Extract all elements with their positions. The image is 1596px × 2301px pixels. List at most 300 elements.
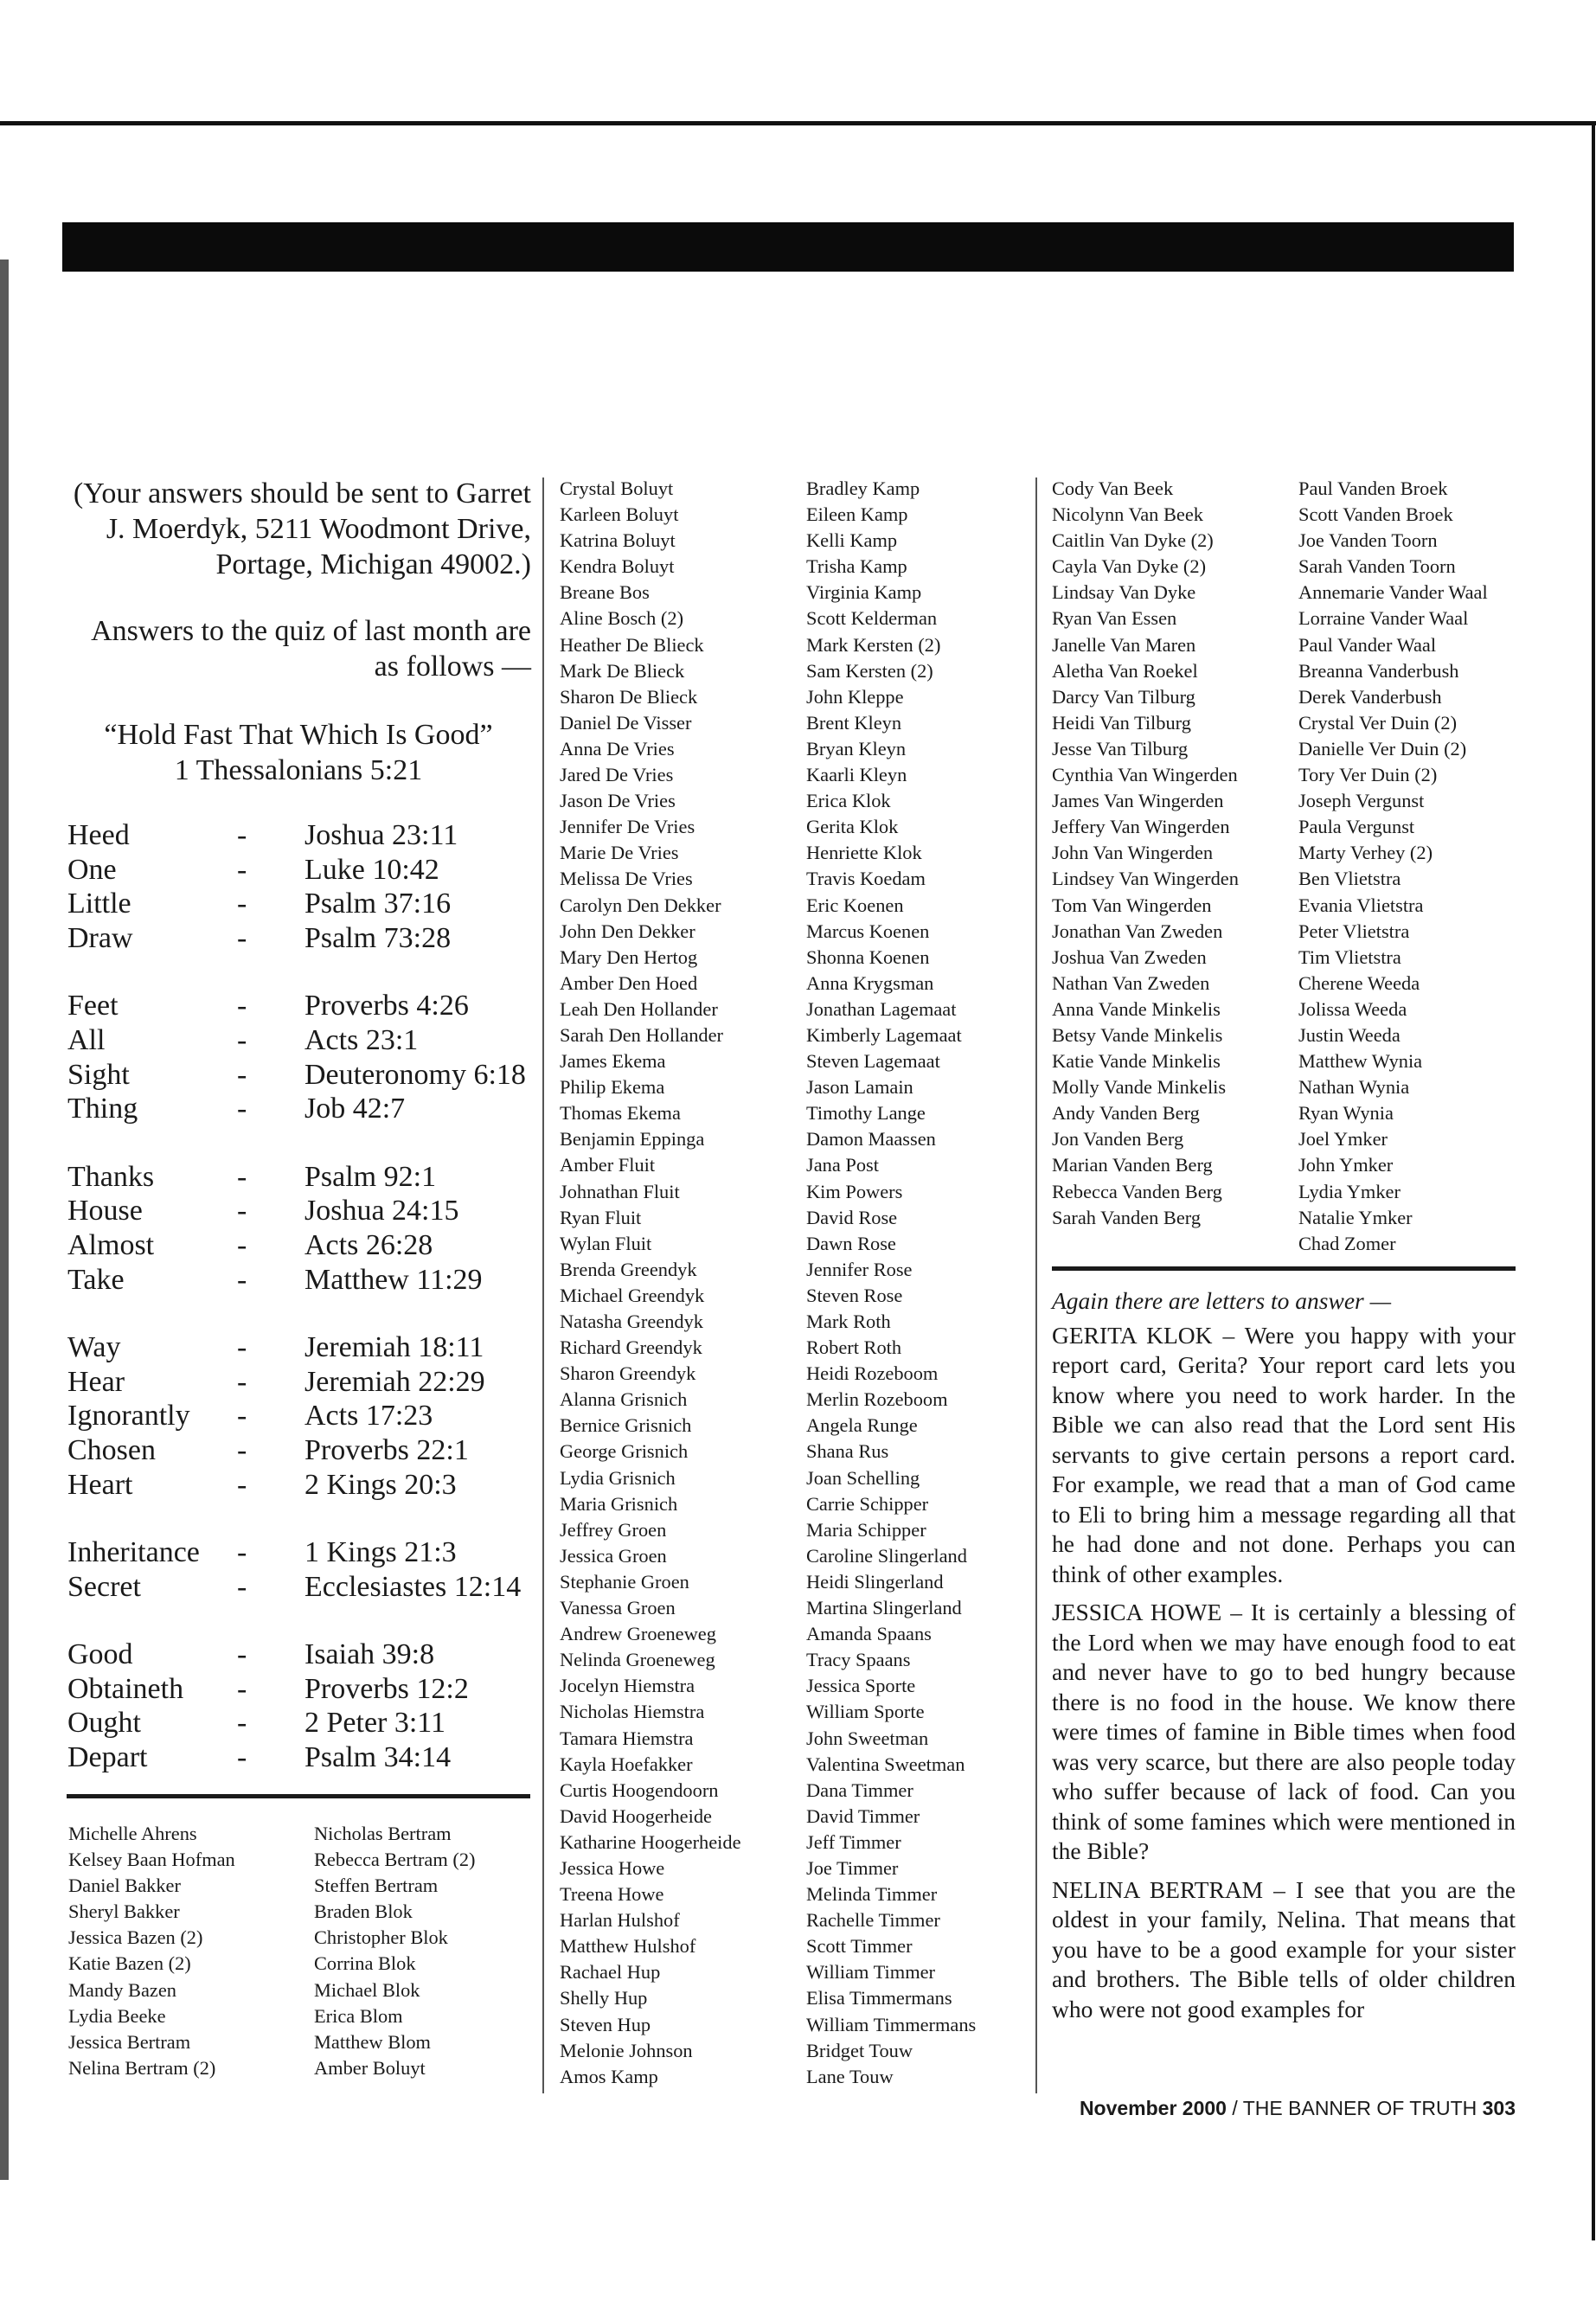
- letter-reply: NELINA BERTRAM – I see that you are the oldest in your family, Nelina. That means that you have to be a good example for your sister and brothers. The Bible tells of older children who were not good examples for: [1052, 1875, 1516, 2022]
- quiz-word: Secret: [67, 1570, 141, 1603]
- participant-name: David Timmer: [806, 1804, 920, 1827]
- participant-name: Maria Schipper: [806, 1518, 926, 1541]
- participant-name: Rachael Hup: [560, 1961, 661, 1984]
- participant-name: John Sweetman: [806, 1727, 929, 1749]
- quiz-dash: -: [237, 1400, 247, 1433]
- participant-name: Steven Hup: [560, 2013, 651, 2035]
- participant-name: Aletha Van Roekel: [1052, 659, 1198, 682]
- quiz-word: Depart: [67, 1741, 148, 1774]
- quiz-reference: Acts 23:1: [304, 1023, 419, 1056]
- participant-name: Damon Maassen: [806, 1128, 936, 1150]
- participant-name: Steven Rose: [806, 1284, 903, 1306]
- participant-name: Harlan Hulshof: [560, 1909, 680, 1932]
- quiz-row: [67, 1092, 535, 1126]
- participant-name: Breane Bos: [560, 581, 650, 604]
- participant-name: Jonathan Lagemaat: [806, 997, 957, 1020]
- scan-edge-left: [0, 260, 9, 2180]
- participant-name: Lorraine Vander Waal: [1298, 607, 1469, 630]
- quiz-reference: Acts 26:28: [304, 1228, 433, 1261]
- quiz-dash: -: [237, 1263, 247, 1296]
- participant-name: Joseph Vergunst: [1298, 790, 1425, 812]
- participant-name: Cody Van Beek: [1052, 478, 1174, 499]
- quiz-word: Heart: [67, 1468, 133, 1501]
- quiz-word: Chosen: [67, 1433, 156, 1466]
- participant-name: Vanessa Groen: [560, 1597, 676, 1619]
- participant-name: Philip Ekema: [560, 1076, 665, 1099]
- participant-name: Lindsey Van Wingerden: [1052, 868, 1239, 890]
- participant-name: Joshua Van Zweden: [1052, 945, 1207, 968]
- quiz-reference: Luke 10:42: [304, 853, 439, 886]
- quiz-word: Little: [67, 888, 131, 920]
- participant-name: Amos Kamp: [560, 2065, 658, 2087]
- quiz-dash: -: [237, 888, 247, 920]
- quiz-dash: -: [237, 1093, 247, 1125]
- participant-name: Mark De Blieck: [560, 659, 685, 682]
- participant-name: Lane Touw: [806, 2065, 894, 2087]
- quiz-group: [67, 1160, 535, 1297]
- participant-name: Anna Krygsman: [806, 971, 934, 994]
- participant-name: Erica Blom: [314, 2004, 403, 2027]
- participant-name: Caitlin Van Dyke (2): [1052, 529, 1214, 552]
- participant-name: Heidi Slingerland: [806, 1570, 944, 1593]
- participant-name: Curtis Hoogendoorn: [560, 1779, 719, 1801]
- participant-name: Trisha Kamp: [806, 555, 907, 578]
- participant-name: Daniel Bakker: [68, 1875, 181, 1897]
- page-number: 303: [1482, 2097, 1516, 2119]
- quiz-dash: -: [237, 1536, 247, 1569]
- participant-name: Henriette Klok: [806, 842, 922, 864]
- quiz-word: Obtaineth: [67, 1672, 184, 1705]
- participant-name: Valentina Sweetman: [806, 1753, 965, 1775]
- participant-name: Michelle Ahrens: [68, 1823, 197, 1844]
- participant-name: Nathan Wynia: [1298, 1076, 1410, 1099]
- participant-name: Maria Grisnich: [560, 1492, 678, 1515]
- quiz-reference: 1 Kings 21:3: [304, 1536, 457, 1569]
- participant-name: Kim Powers: [806, 1180, 903, 1202]
- quiz-rule: [67, 1794, 530, 1798]
- quiz-word: Feet: [67, 990, 119, 1022]
- participant-name: Marty Verhey (2): [1298, 842, 1433, 864]
- quiz-row: [67, 1672, 535, 1707]
- quiz-word: House: [67, 1195, 143, 1227]
- participant-name: Tracy Spaans: [806, 1649, 911, 1671]
- participant-name: Jared De Vries: [560, 764, 674, 786]
- participant-name: Kelli Kamp: [806, 529, 898, 552]
- participant-name: Anna De Vries: [560, 737, 675, 760]
- participant-name: Jennifer De Vries: [560, 816, 695, 838]
- quiz-dash: -: [237, 819, 247, 851]
- participant-name: Jeffery Van Wingerden: [1052, 816, 1230, 838]
- participant-name: Sam Kersten (2): [806, 659, 933, 682]
- participant-name: Eileen Kamp: [806, 503, 908, 526]
- participant-name: Shonna Koenen: [806, 945, 930, 968]
- participant-name: Betsy Vande Minkelis: [1052, 1023, 1223, 1046]
- quiz-word: Thanks: [67, 1160, 155, 1193]
- participant-name: Mark Kersten (2): [806, 633, 941, 656]
- participant-name: Michael Greendyk: [560, 1284, 705, 1306]
- participant-name: Nelinda Groeneweg: [560, 1649, 715, 1671]
- participant-name: James Ekema: [560, 1050, 666, 1073]
- participant-name: Richard Greendyk: [560, 1336, 702, 1359]
- participant-name: Timothy Lange: [806, 1102, 926, 1125]
- quiz-dash: -: [237, 1741, 247, 1774]
- quiz-reference: Joshua 24:15: [304, 1195, 459, 1227]
- participant-name: Tory Ver Duin (2): [1298, 764, 1438, 786]
- quiz-row: [67, 887, 535, 921]
- participant-name: Katie Bazen (2): [68, 1952, 191, 1975]
- quiz-row: [67, 1433, 535, 1468]
- participant-name: Heather De Blieck: [560, 633, 704, 656]
- participant-name: Bradley Kamp: [806, 478, 920, 499]
- participant-name: Katrina Boluyt: [560, 529, 676, 552]
- participant-name: Matthew Blom: [314, 2030, 431, 2053]
- page-footer: [1017, 2097, 1516, 2120]
- black-banner: [62, 222, 1514, 272]
- quiz-row: [67, 1023, 535, 1058]
- participant-name: Kayla Hoefakker: [560, 1753, 693, 1775]
- quiz-dash: -: [237, 990, 247, 1022]
- quiz-row: [67, 1638, 535, 1672]
- participant-name: Robert Roth: [806, 1336, 902, 1359]
- quiz-group: [67, 989, 535, 1125]
- participant-name: Steffen Bertram: [314, 1875, 439, 1897]
- participant-name: Joan Schelling: [806, 1466, 920, 1489]
- participant-name: Wylan Fluit: [560, 1232, 652, 1254]
- quiz-row: [67, 1263, 535, 1298]
- quiz-word: Take: [67, 1263, 125, 1296]
- participant-name: Melonie Johnson: [560, 2039, 693, 2061]
- participant-name: Jeffrey Groen: [560, 1518, 667, 1541]
- letters-intro: Again there are letters to answer —: [1052, 1287, 1392, 1314]
- quiz-dash: -: [237, 1331, 247, 1364]
- quiz-dash: -: [237, 1468, 247, 1501]
- participant-name: Kimberly Lagemaat: [806, 1023, 962, 1046]
- participant-name: Janelle Van Maren: [1052, 633, 1196, 656]
- quiz-group: [67, 818, 535, 955]
- participant-name: Alanna Grisnich: [560, 1388, 688, 1411]
- participant-name: Leah Den Hollander: [560, 997, 718, 1020]
- participant-name: Sarah Vanden Toorn: [1298, 555, 1456, 578]
- participant-name: George Grisnich: [560, 1440, 689, 1463]
- quiz-reference: Deuteronomy 6:18: [304, 1058, 526, 1091]
- participant-name: Virginia Kamp: [806, 581, 922, 604]
- participant-name: Natasha Greendyk: [560, 1311, 703, 1332]
- participant-name: Jessica Bazen (2): [68, 1926, 203, 1949]
- participant-name: Lydia Ymker: [1298, 1180, 1401, 1202]
- quiz-reference: Psalm 92:1: [304, 1160, 437, 1193]
- participant-name: Thomas Ekema: [560, 1102, 681, 1125]
- participant-name: Lindsay Van Dyke: [1052, 581, 1196, 604]
- participant-name: David Hoogerheide: [560, 1804, 712, 1827]
- participant-name: Sharon Greendyk: [560, 1362, 696, 1385]
- quiz-dash: -: [237, 1433, 247, 1466]
- quiz-reference: Jeremiah 22:29: [304, 1365, 485, 1398]
- participant-name: Dawn Rose: [806, 1232, 896, 1254]
- top-rule: [0, 121, 1596, 125]
- participant-name: Amber Den Hoed: [560, 971, 698, 994]
- participant-name: Joe Timmer: [806, 1856, 899, 1879]
- participant-name: Katie Vande Minkelis: [1052, 1050, 1221, 1073]
- column-divider: [1035, 478, 1037, 2093]
- quiz-answers: [67, 818, 535, 1809]
- participant-name: Amanda Spaans: [806, 1623, 932, 1645]
- participant-name: Gerita Klok: [806, 816, 899, 838]
- participant-name: Crystal Boluyt: [560, 478, 674, 499]
- participant-name: Jon Vanden Berg: [1052, 1128, 1184, 1150]
- participant-name: William Timmer: [806, 1961, 936, 1984]
- participant-name: Lydia Beeke: [68, 2004, 166, 2027]
- quiz-dash: -: [237, 853, 247, 886]
- participant-name: Martina Slingerland: [806, 1597, 962, 1619]
- participant-name: Lydia Grisnich: [560, 1466, 676, 1489]
- name-column-3: [560, 476, 793, 2090]
- quiz-row: [67, 1706, 535, 1740]
- participant-name: Rebecca Vanden Berg: [1052, 1180, 1222, 1202]
- quiz-dash: -: [237, 1672, 247, 1705]
- quiz-reference: 1 Thessalonians 5:21: [174, 754, 423, 786]
- participant-name: Derek Vanderbush: [1298, 685, 1442, 708]
- participant-name: Jason Lamain: [806, 1076, 913, 1099]
- participant-name: Jana Post: [806, 1154, 879, 1176]
- participant-name: Mandy Bazen: [68, 1978, 176, 2001]
- participant-name: Joe Vanden Toorn: [1298, 529, 1438, 552]
- participant-name: Jennifer Rose: [806, 1258, 913, 1280]
- participant-name: Jesse Van Tilburg: [1052, 737, 1189, 760]
- participant-name: Aline Bosch (2): [560, 607, 684, 630]
- participant-name: Matthew Wynia: [1298, 1050, 1423, 1073]
- participant-name: Jocelyn Hiemstra: [560, 1675, 695, 1697]
- quiz-reference: Job 42:7: [304, 1093, 406, 1125]
- quiz-reference: Psalm 37:16: [304, 888, 452, 920]
- quiz-word: Inheritance: [67, 1536, 200, 1569]
- participant-name: Melissa De Vries: [560, 868, 693, 890]
- scan-edge-right: [1592, 121, 1595, 2240]
- participant-name: Heidi Rozeboom: [806, 1362, 939, 1385]
- participant-name: Bernice Grisnich: [560, 1414, 692, 1437]
- participant-name: Jessica Groen: [560, 1544, 667, 1567]
- quiz-reference: Ecclesiastes 12:14: [304, 1570, 522, 1603]
- participant-name: Nelina Bertram (2): [68, 2056, 216, 2079]
- quiz-row: [67, 1194, 535, 1228]
- participant-name: Daniel De Visser: [560, 711, 692, 734]
- quiz-row: [67, 1535, 535, 1570]
- quiz-title: “Hold Fast That Which Is Good”: [104, 719, 493, 751]
- quiz-group: [67, 1535, 535, 1604]
- participant-name: Sheryl Bakker: [68, 1900, 180, 1923]
- participant-name: Jessica Sporte: [806, 1675, 916, 1697]
- participant-name: John Den Dekker: [560, 920, 695, 942]
- participant-name: Erica Klok: [806, 790, 891, 812]
- participant-name: Nicholas Hiemstra: [560, 1701, 705, 1723]
- quiz-reference: Jeremiah 18:11: [304, 1331, 484, 1364]
- participant-name: Marian Vanden Berg: [1052, 1154, 1213, 1176]
- quiz-reference: Acts 17:23: [304, 1400, 433, 1433]
- participant-name: Tamara Hiemstra: [560, 1727, 694, 1749]
- quiz-row: [67, 1399, 535, 1433]
- name-column-6: [1298, 476, 1523, 1257]
- quiz-row: [67, 989, 535, 1023]
- participant-name: Jason De Vries: [560, 790, 676, 812]
- participant-name: Ben Vlietstra: [1298, 868, 1401, 890]
- participant-name: Rebecca Bertram (2): [314, 1849, 476, 1871]
- quiz-word: Ought: [67, 1707, 141, 1740]
- participant-name: Cynthia Van Wingerden: [1052, 764, 1238, 786]
- letter-reply: GERITA KLOK – Were you happy with your report card, Gerita? Your report card lets you know where you need to work harder. In the Bible we can also read that the Lord sent His servants to give certain persons a report card. For example, we read that a man of God came to Eli to bring him a message regarding all that he had done and not done. Perhaps you can think of other examples.: [1052, 1321, 1516, 1587]
- participant-name: Peter Vlietstra: [1298, 920, 1410, 942]
- address-text: (Your answers should be sent to Garret J. Moerdyk, 5211 Woodmont Drive, Portage, Michigan 49002.): [73, 478, 531, 580]
- name-column-5: [1052, 476, 1285, 1231]
- participant-name: Mary Den Hertog: [560, 945, 698, 968]
- quiz-reference: Isaiah 39:8: [304, 1638, 435, 1671]
- participant-name: Scott Vanden Broek: [1298, 503, 1453, 526]
- quiz-reference: Psalm 34:14: [304, 1741, 452, 1774]
- quiz-dash: -: [237, 921, 247, 954]
- participant-name: Amber Boluyt: [314, 2056, 426, 2079]
- participant-name: Melinda Timmer: [806, 1883, 938, 1906]
- quiz-group: [67, 1330, 535, 1502]
- participant-name: Steven Lagemaat: [806, 1050, 940, 1073]
- participant-name: Brent Kleyn: [806, 711, 902, 734]
- participant-name: Amber Fluit: [560, 1154, 656, 1176]
- participant-name: Ryan Fluit: [560, 1206, 642, 1228]
- participant-name: William Timmermans: [806, 2013, 977, 2035]
- quiz-dash: -: [237, 1638, 247, 1671]
- participant-name: Jessica Bertram: [68, 2030, 191, 2053]
- participant-name: Chad Zomer: [1298, 1232, 1396, 1254]
- quiz-word: All: [67, 1023, 106, 1056]
- participant-name: Crystal Ver Duin (2): [1298, 711, 1458, 734]
- participant-name: Paula Vergunst: [1298, 816, 1415, 838]
- quiz-dash: -: [237, 1160, 247, 1193]
- quiz-reference: Psalm 73:28: [304, 921, 452, 954]
- participant-name: Treena Howe: [560, 1883, 664, 1906]
- participant-name: Ryan Van Essen: [1052, 607, 1177, 630]
- participant-name: Heidi Van Tilburg: [1052, 711, 1191, 734]
- quiz-word: Draw: [67, 921, 133, 954]
- name-column-4: [806, 476, 1031, 2090]
- participant-name: Natalie Ymker: [1298, 1206, 1413, 1228]
- participant-name: Andrew Groeneweg: [560, 1623, 716, 1645]
- participant-name: James Van Wingerden: [1052, 790, 1224, 812]
- participant-name: Tim Vlietstra: [1298, 945, 1401, 968]
- participant-name: Karleen Boluyt: [560, 503, 679, 526]
- quiz-row: [67, 1740, 535, 1775]
- participant-name: Merlin Rozeboom: [806, 1388, 948, 1411]
- participant-name: Angela Runge: [806, 1414, 918, 1437]
- participant-name: Cherene Weeda: [1298, 971, 1420, 994]
- footer-date: November 2000: [1079, 2097, 1227, 2119]
- quiz-word: Almost: [67, 1228, 155, 1261]
- quiz-word: One: [67, 853, 117, 886]
- participant-name: Andy Vanden Berg: [1052, 1102, 1200, 1125]
- quiz-reference: Joshua 23:11: [304, 819, 458, 851]
- quiz-dash: -: [237, 1023, 247, 1056]
- participant-name: Jessica Howe: [560, 1856, 665, 1879]
- participant-name: Cayla Van Dyke (2): [1052, 555, 1207, 578]
- quiz-dash: -: [237, 1707, 247, 1740]
- quiz-word: Sight: [67, 1058, 130, 1091]
- quiz-word: Thing: [67, 1093, 138, 1125]
- participant-name: Danielle Ver Duin (2): [1298, 737, 1467, 760]
- participant-name: Eric Koenen: [806, 894, 904, 916]
- participant-name: Braden Blok: [314, 1900, 413, 1923]
- letters-section: [1052, 1286, 1516, 2033]
- participant-name: Paul Vanden Broek: [1298, 478, 1448, 499]
- answers-intro: Answers to the quiz of last month are as follows —: [91, 615, 531, 683]
- participant-name: Bryan Kleyn: [806, 737, 907, 760]
- participant-name: Nathan Van Zweden: [1052, 971, 1210, 994]
- participant-name: Nicolynn Van Beek: [1052, 503, 1203, 526]
- participant-name: John Ymker: [1298, 1154, 1394, 1176]
- letters-rule: [1052, 1266, 1516, 1271]
- participant-name: William Sporte: [806, 1701, 925, 1723]
- quiz-dash: -: [237, 1228, 247, 1261]
- quiz-row: [67, 1570, 535, 1605]
- participant-name: Johnathan Fluit: [560, 1180, 680, 1202]
- participant-name: Elisa Timmermans: [806, 1987, 952, 2009]
- quiz-reference: 2 Kings 20:3: [304, 1468, 457, 1501]
- participant-name: Kelsey Baan Hofman: [68, 1849, 235, 1871]
- participant-name: Corrina Blok: [314, 1952, 416, 1975]
- footer-separator: /: [1232, 2097, 1238, 2119]
- quiz-reference: Proverbs 12:2: [304, 1672, 469, 1705]
- participant-name: Sharon De Blieck: [560, 685, 698, 708]
- quiz-dash: -: [237, 1365, 247, 1398]
- participant-name: Carolyn Den Dekker: [560, 894, 721, 916]
- participant-name: David Rose: [806, 1206, 898, 1228]
- intro-block: [66, 476, 531, 788]
- participant-name: Marcus Koenen: [806, 920, 930, 942]
- name-column-1: [68, 1821, 302, 2081]
- quiz-row: [67, 1330, 535, 1365]
- participant-name: Rachelle Timmer: [806, 1909, 940, 1932]
- quiz-group: [67, 1638, 535, 1774]
- quiz-row: [67, 1160, 535, 1195]
- quiz-dash: -: [237, 1058, 247, 1091]
- quiz-row: [67, 818, 535, 853]
- participant-name: Scott Timmer: [806, 1935, 913, 1958]
- participant-name: Mark Roth: [806, 1311, 891, 1332]
- participant-name: Kendra Boluyt: [560, 555, 675, 578]
- participant-name: Kaarli Kleyn: [806, 764, 907, 786]
- participant-name: Carrie Schipper: [806, 1492, 929, 1515]
- quiz-reference: Proverbs 4:26: [304, 990, 469, 1022]
- quiz-row: [67, 1058, 535, 1093]
- participant-name: Jeff Timmer: [806, 1830, 901, 1853]
- participant-name: Marie De Vries: [560, 842, 679, 864]
- participant-name: John Kleppe: [806, 685, 904, 708]
- letter-reply: JESSICA HOWE – It is certainly a blessing of the Lord when we may have enough food to eat and never have to go to bed hungry because there is no food in the house. We know there were times of famine in Bible times when food was very scarce, but there are also people today who suffer because of lack of food. Can you think of some famines which were mentioned in the Bible?: [1052, 1599, 1516, 1864]
- quiz-row: [67, 921, 535, 956]
- participant-name: Michael Blok: [314, 1978, 420, 2001]
- participant-name: Jolissa Weeda: [1298, 997, 1407, 1020]
- participant-name: Caroline Slingerland: [806, 1544, 967, 1567]
- participant-name: Brenda Greendyk: [560, 1258, 697, 1280]
- quiz-row: [67, 853, 535, 888]
- quiz-reference: Matthew 11:29: [304, 1263, 483, 1296]
- quiz-dash: -: [237, 1195, 247, 1227]
- column-divider: [542, 478, 544, 2093]
- participant-name: Molly Vande Minkelis: [1052, 1076, 1227, 1099]
- participant-name: Benjamin Eppinga: [560, 1128, 705, 1150]
- participant-name: Sarah Den Hollander: [560, 1023, 724, 1046]
- participant-name: Shelly Hup: [560, 1987, 648, 2009]
- participant-name: Travis Koedam: [806, 868, 926, 890]
- participant-name: Darcy Van Tilburg: [1052, 685, 1195, 708]
- participant-name: Katharine Hoogerheide: [560, 1830, 741, 1853]
- quiz-word: Hear: [67, 1365, 125, 1398]
- participant-name: Ryan Wynia: [1298, 1102, 1394, 1125]
